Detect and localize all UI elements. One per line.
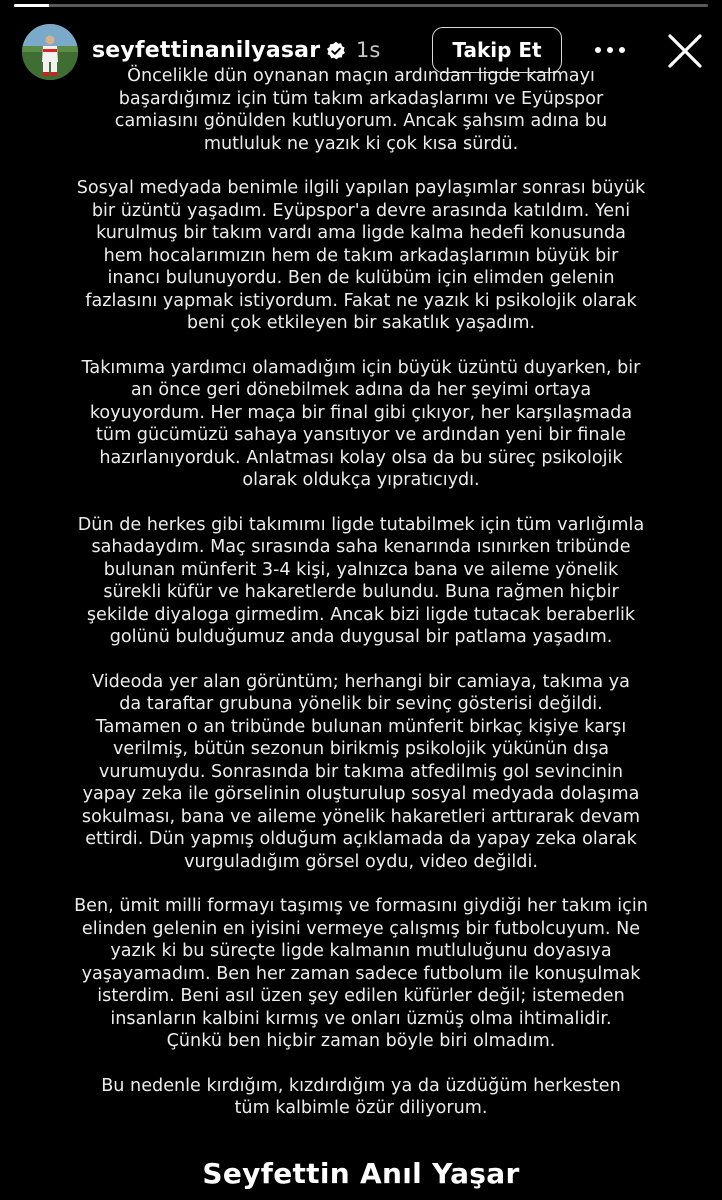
statement-paragraph-1: Öncelikle dün oynanan maçın ardından ligde kalmayı başardığımız için tüm takım arkadaşlarımı ve Eyüpspor camiasını gönülden kutluyorum. Ancak şahsım adına bu mutluluk ne yazık ki çok kısa sürdü. bbox=[114, 66, 608, 154]
statement-paragraph-3: Takımıma yardımcı olamadığım için büyük üzüntü duyarken, bir an önce geri dönebilmek adına da her şeyimi ortaya koyuyordum. Her maça bir final gibi çıkıyor, her karşılaşmada tüm gücümüzü sahaya yansıtıyor ve ardından yeni bir finale hazırlanıyorduk. Anlatması kolay olsa da bu süreç psikolojik olarak oldukça yıpratıcıydı. bbox=[81, 357, 641, 490]
verified-badge-icon bbox=[326, 41, 346, 61]
statement-paragraph-7: Bu nedenle kırdığım, kızdırdığım ya da üzdüğüm herkesten tüm kalbimle özür diliyorum. bbox=[101, 1075, 621, 1118]
statement-paragraph-5: Videoda yer alan görüntüm; herhangi bir camiaya, takıma ya da taraftar grubuna yönelik bir sevinç gösterisi değildi. Tamamen o an tribünde bulunan münferit birkaç kişiye karşı verilmiş, bütün sezonun birikmiş psikolojik yükünün dışa vurumuydu. Sonrasında bir takıma atfedilmiş gol sevincinin yapay zeka ile görselinin oluşturulup sosyal medyada dolaşıma sokulması, bana ve aileme yönelik hakaretleri arttırarak devam ettirdi. Dün yapmış olduğum açıklamada da yapay zeka olarak vurguladığım görsel oydu, video değildi. bbox=[81, 671, 641, 872]
story-username[interactable]: seyfettinanilyasar bbox=[92, 38, 321, 63]
follow-button[interactable]: Takip Et bbox=[432, 27, 562, 73]
more-options-icon[interactable] bbox=[592, 40, 628, 60]
statement-text bbox=[40, 65, 682, 1142]
statement-signature: Seyfettin Anıl Yaşar bbox=[202, 1157, 520, 1190]
statement-paragraph-2: Sosyal medyada benimle ilgili yapılan paylaşımlar sonrası büyük bir üzüntü yaşadım. Eyüpspor'a devre arasında katıldım. Yeni kurulmuş bir takım vardı ama ligde kalma hedefi konusunda hem hocalarımızın hem de takım arkadaşlarımın büyük bir inancı bulunuyordu. Ben de kulübüm için elimden gelenin fazlasını yapmak istiyordum. Fakat ne yazık ki psikolojik olarak beni çok etkileyen bir sakatlık yaşadım. bbox=[76, 178, 646, 333]
statement-paragraph-6: Ben, ümit milli formayı taşımış ve formasını giydiği her takım için elinden gelenin en iyisini vermeye çalışmış bir futbolcuyum. Ne yazık ki bu süreçte ligde kalmanın mutluluğunu doyasıya yaşayamadım. Ben her zaman sadece futbolum ile konuşulmak isterdim. Beni asıl üzen şey edilen küfürler değil; istemeden insanların kalbini kırmış ve onları üzmüş olma ihtimalidir. Çünkü ben hiçbir zaman böyle biri olmadım. bbox=[74, 896, 648, 1051]
statement-paragraph-4: Dün de herkes gibi takımımı ligde tutabilmek için tüm varlığımla sahadaydım. Maç sırasında saha kenarında ısınırken tribünde bulunan münferit 3-4 kişi, yalnızca bana ve aileme yönelik sürekli küfür ve hakaretlerde bulundu. Buna rağmen hiçbir şekilde diyaloga girmedim. Ancak bizi ligde tutacak beraberlik golünü bulduğumuz anda duygusal bir patlama yaşadım. bbox=[77, 514, 645, 647]
story-timestamp: 1s bbox=[356, 38, 381, 62]
